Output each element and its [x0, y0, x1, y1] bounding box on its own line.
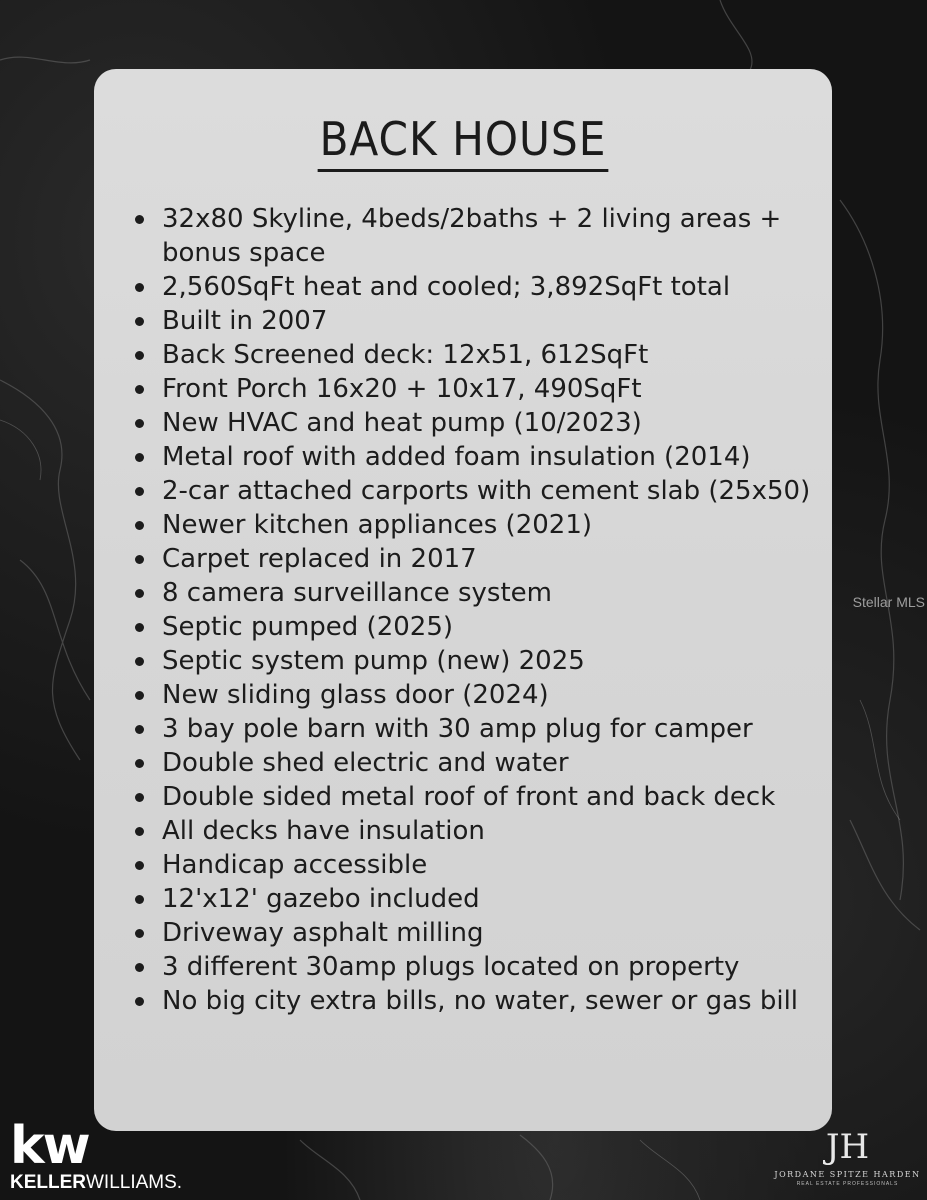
feature-text: Built in 2007	[162, 306, 328, 336]
bullet-icon	[135, 487, 144, 496]
bullet-icon	[135, 691, 144, 700]
brokerage-name-bold: KELLER	[10, 1172, 86, 1193]
bullet-icon	[135, 861, 144, 870]
title-text: BACK HOUSE	[318, 111, 609, 172]
feature-text: No big city extra bills, no water, sewer or gas bill	[162, 986, 799, 1016]
bullet-icon	[135, 997, 144, 1006]
feature-item	[132, 338, 822, 372]
feature-text: Front Porch 16x20 + 10x17, 490SqFt	[162, 374, 642, 404]
feature-text: New sliding glass door (2024)	[162, 680, 549, 710]
feature-text: Septic system pump (new) 2025	[162, 646, 585, 676]
agent-monogram: JH	[825, 1127, 870, 1167]
bullet-icon	[135, 827, 144, 836]
feature-text: 3 different 30amp plugs located on property	[162, 952, 740, 982]
feature-item	[132, 202, 822, 270]
feature-text: All decks have insulation	[162, 816, 485, 846]
bullet-icon	[135, 555, 144, 564]
feature-item	[132, 542, 822, 576]
bullet-icon	[135, 725, 144, 734]
feature-text: 3 bay pole barn with 30 amp plug for camper	[162, 714, 753, 744]
brokerage-name-regular: WILLIAMS.	[86, 1172, 183, 1193]
feature-item	[132, 916, 822, 950]
feature-text: Carpet replaced in 2017	[162, 544, 477, 574]
agent-logo	[770, 1128, 925, 1198]
feature-item	[132, 610, 822, 644]
bullet-icon	[135, 419, 144, 428]
feature-item	[132, 984, 822, 1018]
agent-name: JORDANE SPITZE HARDEN	[774, 1170, 921, 1179]
feature-text: Double sided metal roof of front and back deck	[162, 782, 776, 812]
keller-williams-logo	[8, 1116, 183, 1198]
bullet-icon	[135, 453, 144, 462]
bullet-icon	[135, 521, 144, 530]
feature-item	[132, 678, 822, 712]
feature-item	[132, 372, 822, 406]
kw-mark: kw	[10, 1116, 89, 1176]
bullet-icon	[135, 215, 144, 224]
feature-item	[132, 508, 822, 542]
feature-item	[132, 780, 822, 814]
bullet-icon	[135, 623, 144, 632]
feature-text: Newer kitchen appliances (2021)	[162, 510, 593, 540]
features-card	[94, 69, 832, 1131]
feature-text: 12'x12' gazebo included	[162, 884, 480, 914]
mls-watermark: Stellar MLS	[852, 594, 925, 610]
feature-text: New HVAC and heat pump (10/2023)	[162, 408, 642, 438]
bullet-icon	[135, 759, 144, 768]
bullet-icon	[135, 351, 144, 360]
feature-item	[132, 950, 822, 984]
feature-text: 8 camera surveillance system	[162, 578, 552, 608]
brokerage-name	[10, 1172, 182, 1194]
feature-item	[132, 406, 822, 440]
bullet-icon	[135, 793, 144, 802]
feature-text: Back Screened deck: 12x51, 612SqFt	[162, 340, 649, 370]
page-title	[94, 111, 832, 172]
feature-text: Metal roof with added foam insulation (2014)	[162, 442, 751, 472]
bullet-icon	[135, 589, 144, 598]
bullet-icon	[135, 657, 144, 666]
feature-item	[132, 440, 822, 474]
feature-text: 32x80 Skyline, 4beds/2baths + 2 living areas + bonus space	[162, 204, 782, 268]
feature-text: Septic pumped (2025)	[162, 612, 454, 642]
feature-item	[132, 848, 822, 882]
feature-item	[132, 304, 822, 338]
bullet-icon	[135, 963, 144, 972]
feature-item	[132, 814, 822, 848]
feature-item	[132, 712, 822, 746]
feature-item	[132, 474, 822, 508]
feature-text: Driveway asphalt milling	[162, 918, 484, 948]
bullet-icon	[135, 895, 144, 904]
feature-item	[132, 882, 822, 916]
bullet-icon	[135, 929, 144, 938]
feature-text: Double shed electric and water	[162, 748, 569, 778]
feature-text: 2,560SqFt heat and cooled; 3,892SqFt total	[162, 272, 731, 302]
agent-subtitle: REAL ESTATE PROFESSIONALS	[796, 1181, 899, 1187]
feature-item	[132, 746, 822, 780]
feature-text: Handicap accessible	[162, 850, 428, 880]
bullet-icon	[135, 317, 144, 326]
feature-item	[132, 644, 822, 678]
features-list	[132, 202, 822, 1018]
bullet-icon	[135, 283, 144, 292]
feature-item	[132, 270, 822, 304]
feature-item	[132, 576, 822, 610]
bullet-icon	[135, 385, 144, 394]
feature-text: 2-car attached carports with cement slab (25x50)	[162, 476, 811, 506]
